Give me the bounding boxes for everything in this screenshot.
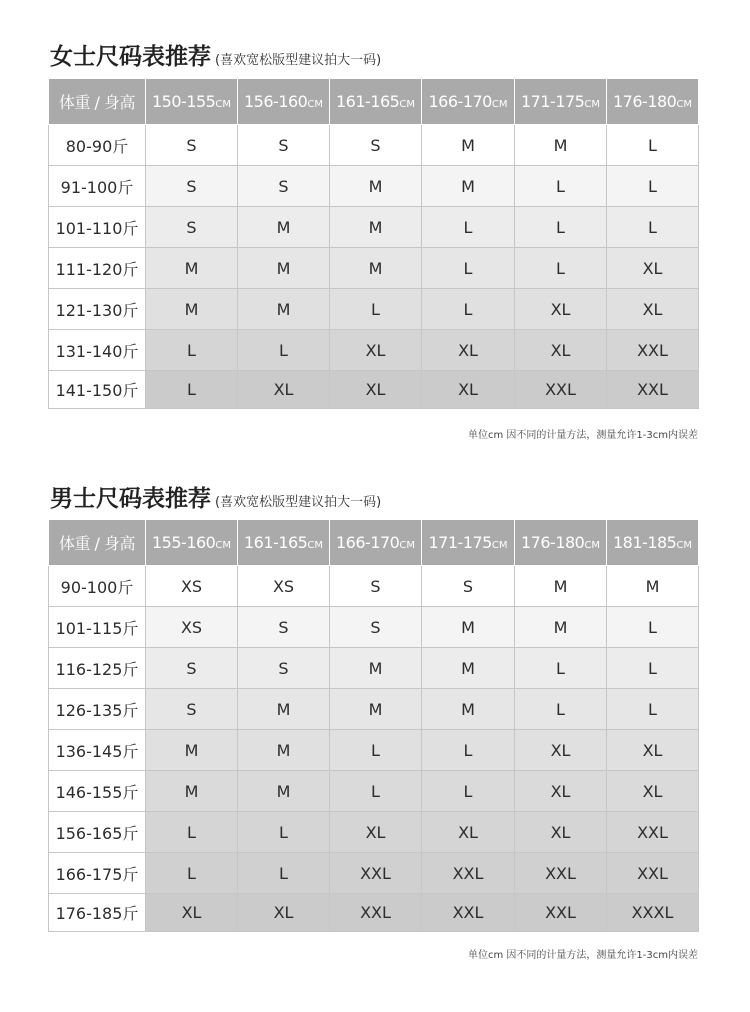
height-range: 155-160 (152, 533, 216, 552)
unit-label: CM (676, 99, 692, 110)
table-row (49, 566, 699, 607)
size-cell: M (238, 771, 330, 812)
height-range: 181-185 (613, 533, 677, 552)
height-range: 156-160 (244, 92, 308, 111)
size-cell: M (146, 730, 238, 771)
women-title-row (50, 38, 381, 71)
size-cell: S (146, 166, 238, 207)
table-row (49, 853, 699, 894)
women-col-header (422, 79, 515, 125)
men-header-row (49, 520, 699, 566)
size-cell: M (238, 730, 330, 771)
weight-label: 116-125斤 (49, 648, 146, 689)
size-cell: XS (146, 566, 238, 607)
size-cell: L (515, 166, 607, 207)
size-cell: S (238, 607, 330, 648)
size-cell: XXL (607, 812, 699, 853)
table-row (49, 607, 699, 648)
size-cell: L (607, 689, 699, 730)
women-subtitle: (喜欢宽松版型建议拍大一码) (215, 53, 382, 68)
table-row (49, 730, 699, 771)
size-cell: XXXL (607, 894, 699, 932)
size-cell: XL (330, 330, 422, 371)
table-row (49, 289, 699, 330)
women-col-header (515, 79, 607, 125)
size-cell: XXL (330, 853, 422, 894)
size-cell: L (238, 812, 330, 853)
weight-label: 176-185斤 (49, 894, 146, 932)
size-cell: M (515, 125, 607, 166)
size-cell: S (238, 125, 330, 166)
size-cell: XL (515, 812, 607, 853)
weight-label: 91-100斤 (49, 166, 146, 207)
size-cell: M (422, 125, 515, 166)
weight-label: 156-165斤 (49, 812, 146, 853)
size-cell: M (238, 289, 330, 330)
size-cell: S (422, 566, 515, 607)
size-cell: XXL (607, 330, 699, 371)
size-cell: S (146, 207, 238, 248)
size-cell: XL (146, 894, 238, 932)
size-cell: L (515, 248, 607, 289)
weight-label: 111-120斤 (49, 248, 146, 289)
men-col-header (422, 520, 515, 566)
size-cell: M (330, 207, 422, 248)
size-cell: S (330, 125, 422, 166)
size-cell: L (330, 771, 422, 812)
unit-label: CM (584, 540, 600, 551)
men-measurement-note: 单位cm 因不同的计量方法，测量允许1-3cm内误差 (468, 950, 698, 961)
weight-label: 131-140斤 (49, 330, 146, 371)
men-col-header (607, 520, 699, 566)
unit-label: CM (491, 99, 508, 110)
size-cell: M (422, 166, 515, 207)
size-cell: L (515, 689, 607, 730)
size-cell: M (515, 566, 607, 607)
size-cell: M (422, 607, 515, 648)
size-cell: XL (422, 371, 515, 409)
size-cell: L (146, 371, 238, 409)
women-title: 女士尺码表推荐 (50, 44, 211, 70)
size-cell: XL (607, 730, 699, 771)
size-cell: S (330, 607, 422, 648)
unit-label: CM (307, 99, 323, 110)
size-cell: XL (238, 894, 330, 932)
height-range: 171-175 (521, 92, 585, 111)
size-cell: M (607, 566, 699, 607)
weight-label: 101-110斤 (49, 207, 146, 248)
size-cell: XS (238, 566, 330, 607)
size-cell: M (330, 166, 422, 207)
weight-label: 126-135斤 (49, 689, 146, 730)
size-cell: L (422, 771, 515, 812)
size-cell: L (515, 648, 607, 689)
size-cell: M (146, 771, 238, 812)
unit-label: CM (491, 540, 508, 551)
weight-label: 121-130斤 (49, 289, 146, 330)
size-cell: L (422, 248, 515, 289)
size-cell: S (146, 125, 238, 166)
size-cell: L (515, 207, 607, 248)
size-cell: XL (607, 771, 699, 812)
women-measurement-note: 单位cm 因不同的计量方法，测量允许1-3cm内误差 (468, 430, 698, 441)
weight-label: 90-100斤 (49, 566, 146, 607)
size-cell: XXL (515, 853, 607, 894)
size-cell: S (146, 648, 238, 689)
weight-label: 141-150斤 (49, 371, 146, 409)
size-cell: XS (146, 607, 238, 648)
table-row (49, 248, 699, 289)
size-cell: XL (607, 248, 699, 289)
men-title: 男士尺码表推荐 (50, 486, 211, 512)
size-cell: M (330, 248, 422, 289)
height-range: 176-180 (521, 533, 585, 552)
weight-label: 166-175斤 (49, 853, 146, 894)
size-cell: S (238, 648, 330, 689)
unit-label: CM (215, 99, 231, 110)
table-row (49, 689, 699, 730)
size-cell: L (422, 730, 515, 771)
size-cell: M (238, 248, 330, 289)
weight-label: 101-115斤 (49, 607, 146, 648)
size-cell: L (422, 207, 515, 248)
unit-label: CM (215, 540, 231, 551)
size-cell: XL (607, 289, 699, 330)
table-row (49, 207, 699, 248)
size-cell: L (238, 853, 330, 894)
men-col-header (515, 520, 607, 566)
size-cell: L (422, 289, 515, 330)
weight-label: 146-155斤 (49, 771, 146, 812)
table-row (49, 771, 699, 812)
table-row (49, 166, 699, 207)
size-cell: XL (422, 330, 515, 371)
size-cell: XXL (330, 894, 422, 932)
unit-label: CM (399, 540, 415, 551)
size-cell: L (607, 607, 699, 648)
weight-label: 80-90斤 (49, 125, 146, 166)
size-cell: S (238, 166, 330, 207)
women-corner-header: 体重 / 身高 (49, 79, 146, 125)
size-cell: XXL (607, 853, 699, 894)
size-cell: XL (515, 771, 607, 812)
size-cell: XXL (515, 371, 607, 409)
table-row (49, 894, 699, 932)
unit-label: CM (676, 540, 692, 551)
size-cell: L (607, 166, 699, 207)
size-cell: XL (238, 371, 330, 409)
women-col-header (238, 79, 330, 125)
table-row (49, 812, 699, 853)
size-cell: M (238, 689, 330, 730)
size-cell: M (146, 248, 238, 289)
height-range: 176-180 (613, 92, 677, 111)
men-col-header (330, 520, 422, 566)
size-cell: XL (330, 371, 422, 409)
women-col-header (146, 79, 238, 125)
men-corner-header: 体重 / 身高 (49, 520, 146, 566)
unit-label: CM (584, 99, 600, 110)
size-cell: L (146, 330, 238, 371)
height-range: 150-155 (152, 92, 216, 111)
size-cell: XXL (422, 894, 515, 932)
size-cell: XL (330, 812, 422, 853)
table-row (49, 330, 699, 371)
height-range: 161-165 (244, 533, 308, 552)
men-title-row (50, 480, 381, 513)
size-cell: L (607, 125, 699, 166)
men-subtitle: (喜欢宽松版型建议拍大一码) (215, 495, 382, 510)
unit-label: CM (399, 99, 415, 110)
women-header-row (49, 79, 699, 125)
men-col-header (146, 520, 238, 566)
size-cell: XL (515, 330, 607, 371)
height-range: 171-175 (428, 533, 492, 552)
size-cell: S (146, 689, 238, 730)
size-cell: L (146, 853, 238, 894)
size-cell: L (238, 330, 330, 371)
unit-label: CM (307, 540, 323, 551)
height-range: 161-165 (336, 92, 400, 111)
men-col-header (238, 520, 330, 566)
men-size-table (48, 519, 699, 932)
size-cell: XXL (515, 894, 607, 932)
size-cell: XL (515, 730, 607, 771)
size-cell: L (146, 812, 238, 853)
women-size-table (48, 78, 699, 409)
size-cell: L (330, 289, 422, 330)
size-cell: M (422, 648, 515, 689)
size-cell: XL (515, 289, 607, 330)
size-cell: L (330, 730, 422, 771)
size-cell: M (330, 689, 422, 730)
size-cell: M (515, 607, 607, 648)
size-cell: M (238, 207, 330, 248)
weight-label: 136-145斤 (49, 730, 146, 771)
size-cell: M (330, 648, 422, 689)
table-row (49, 371, 699, 409)
women-col-header (607, 79, 699, 125)
size-cell: S (330, 566, 422, 607)
table-row (49, 125, 699, 166)
height-range: 166-170 (336, 533, 400, 552)
table-row (49, 648, 699, 689)
size-cell: XL (422, 812, 515, 853)
size-cell: M (422, 689, 515, 730)
size-cell: M (146, 289, 238, 330)
size-cell: XXL (607, 371, 699, 409)
size-cell: L (607, 648, 699, 689)
size-cell: L (607, 207, 699, 248)
women-col-header (330, 79, 422, 125)
height-range: 166-170 (428, 92, 492, 111)
size-cell: XXL (422, 853, 515, 894)
